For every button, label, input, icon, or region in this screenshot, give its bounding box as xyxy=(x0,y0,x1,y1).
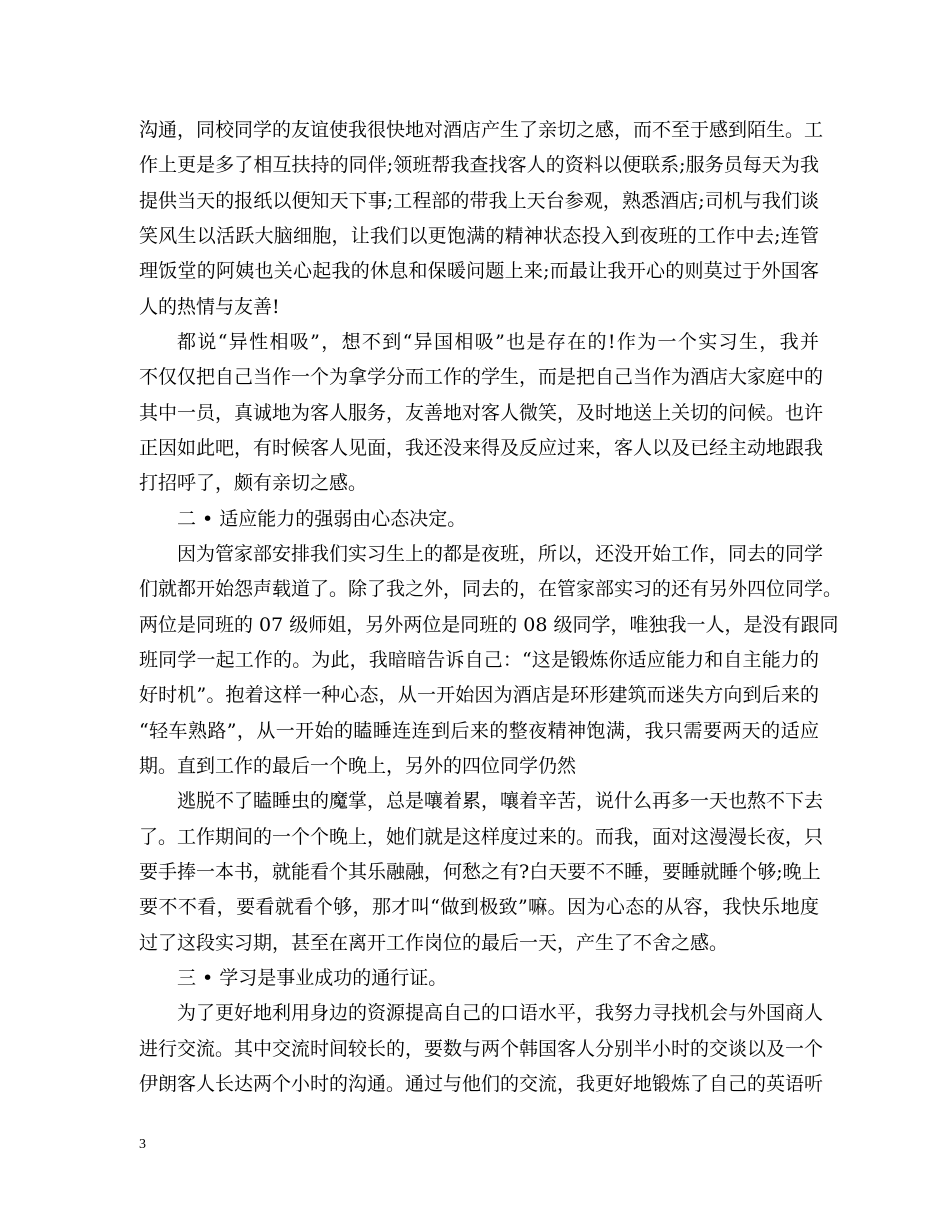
body-text-line: 作上更是多了相互扶持的同伴;领班帮我查找客人的资料以便联系;服务员每天为我 xyxy=(139,154,819,176)
body-text-line: 过了这段实习期，甚至在离开工作岗位的最后一天，产生了不舍之感。 xyxy=(139,932,729,954)
body-text-line: 人的热情与友善! xyxy=(139,296,280,318)
body-text-line: 班同学一起工作的。为此，我暗暗告诉自己：“这是锻炼你适应能力和自主能力的 xyxy=(139,649,819,671)
section-heading: 二 • 适应能力的强弱由心态决定。 xyxy=(177,508,467,530)
body-text-line: 期。直到工作的最后一个晚上，另外的四位同学仍然 xyxy=(139,755,577,777)
body-text-line: 进行交流。其中交流时间较长的，要数与两个韩国客人分别半小时的交谈以及一个 xyxy=(139,1038,824,1060)
body-text-line: 笑风生以活跃大脑细胞，让我们以更饱满的精神状态投入到夜班的工作中去;连管 xyxy=(139,225,819,247)
body-text-line: 正因如此吧，有时候客人见面，我还没来得及反应过来，客人以及已经主动地跟我 xyxy=(139,437,824,459)
body-text-line: 伊朗客人长达两个小时的沟通。通过与他们的交流，我更好地锻炼了自己的英语听 xyxy=(139,1073,824,1095)
section-heading: 三 • 学习是事业成功的通行证。 xyxy=(177,967,448,989)
body-text-line: 好时机”。抱着这样一种心态，从一开始因为酒店是环形建筑而迷失方向到后来的 xyxy=(139,684,819,706)
body-text-line: 两位是同班的 07 级师姐，另外两位是同班的 08 级同学，唯独我一人，是没有跟同 xyxy=(139,614,839,636)
body-text-line: 沟通，同校同学的友谊使我很快地对酒店产生了亲切之感，而不至于感到陌生。工 xyxy=(139,119,824,141)
body-text-line: 要不不看，要看就看个够，那才叫“做到极致”嘛。因为心态的从容，我快乐地度 xyxy=(139,896,819,918)
body-text-line: 其中一员，真诚地为客人服务，友善地对客人微笑，及时地送上关切的问候。也许 xyxy=(139,402,824,424)
body-text-line: 不仅仅把自己当作一个为拿学分而工作的学生，而是把自己当作为酒店大家庭中的 xyxy=(139,366,824,388)
page-number: 3 xyxy=(139,1137,146,1152)
body-text-line: 们就都开始怨声载道了。除了我之外，同去的，在管家部实习的还有另外四位同学。 xyxy=(139,578,843,600)
body-text-line: 打招呼了，颇有亲切之感。 xyxy=(139,472,368,494)
body-text-line: 都说“异性相吸”，想不到“异国相吸”也是存在的!作为一个实习生，我并 xyxy=(177,331,819,353)
body-text-line: 因为管家部安排我们实习生上的都是夜班，所以，还没开始工作，同去的同学 xyxy=(177,543,824,565)
body-text-line: 为了更好地利用身边的资源提高自己的口语水平，我努力寻找机会与外国商人 xyxy=(177,1002,824,1024)
body-text-line: 了。工作期间的一个个晚上，她们就是这样度过来的。而我，面对这漫漫长夜，只 xyxy=(139,826,824,848)
body-text-line: 提供当天的报纸以便知天下事;工程部的带我上天台参观，熟悉酒店;司机与我们谈 xyxy=(139,190,819,212)
body-text-line: 逃脱不了瞌睡虫的魔掌，总是嚷着累，嚷着辛苦，说什么再多一天也熬不下去 xyxy=(177,790,824,812)
body-text-line: “轻车熟路”，从一开始的瞌睡连连到后来的整夜精神饱满，我只需要两天的适应 xyxy=(139,720,819,742)
body-text-line: 理饭堂的阿姨也关心起我的休息和保暖问题上来;而最让我开心的则莫过于外国客 xyxy=(139,260,819,282)
body-text-line: 要手捧一本书，就能看个其乐融融，何愁之有?白天要不不睡，要睡就睡个够;晚上 xyxy=(139,861,821,883)
